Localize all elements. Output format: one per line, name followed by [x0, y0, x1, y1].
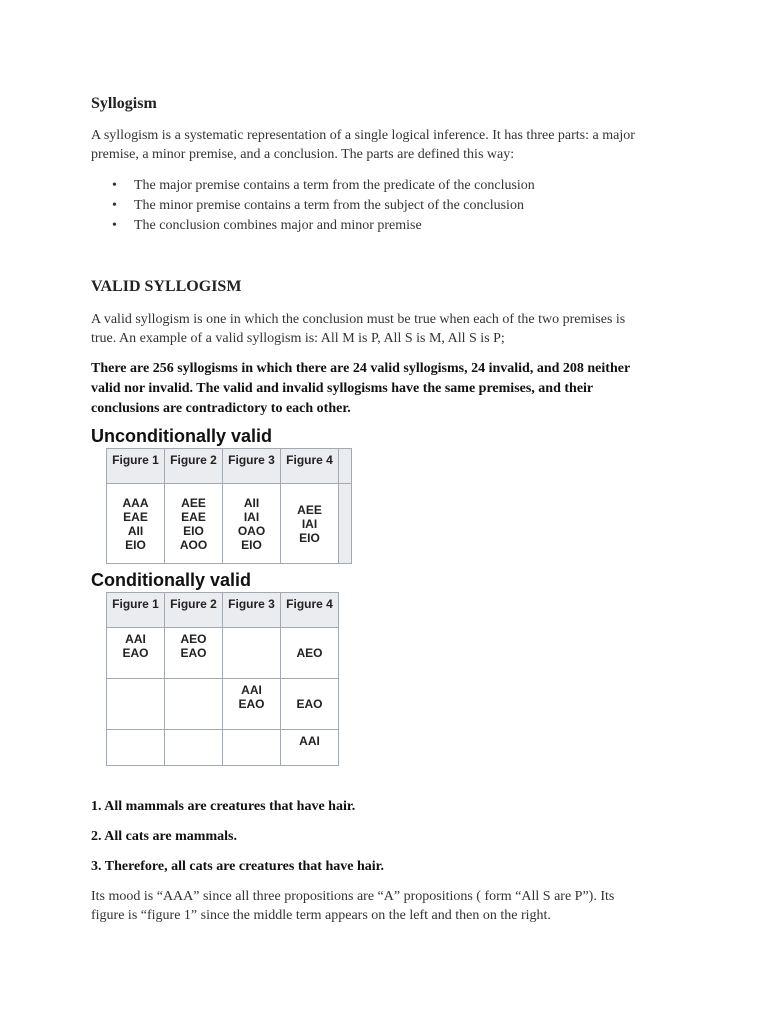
list-item: • The major premise contains a term from the predicate of the conclusion	[91, 176, 731, 196]
unconditionally-valid-heading: Unconditionally valid	[91, 426, 273, 446]
table-cell	[165, 679, 223, 730]
conditionally-valid-heading: Conditionally valid	[91, 570, 252, 590]
table-cell	[107, 730, 165, 766]
table-row	[107, 628, 339, 679]
valid-definition-line-2: true. An example of a valid syllogism is: All M is P, All S is M, All S is P;	[91, 331, 505, 346]
column-header: Figure 1	[107, 593, 165, 628]
table-header-row	[107, 449, 352, 484]
column-header: Figure 2	[165, 593, 223, 628]
column-header: Figure 4	[281, 593, 339, 628]
example-premise-1: 1. All mammals are creatures that have hair.	[91, 799, 356, 814]
table-cell: AAI EAO	[107, 628, 165, 679]
valid-syllogism-heading: VALID SYLLOGISM	[91, 278, 242, 295]
parts-list	[91, 176, 731, 236]
scrollbar-track[interactable]	[339, 484, 352, 564]
table-cell: AII IAI OAO EIO	[223, 484, 281, 564]
table-row	[107, 484, 352, 564]
syllogism-intro-line-1: A syllogism is a systematic representation of a single logical inference. It has three parts: a major	[91, 128, 635, 143]
table-cell: EAO	[281, 679, 339, 730]
table-cell	[223, 628, 281, 679]
count-line-3: conclusions are contradictory to each other.	[91, 401, 351, 416]
column-header: Figure 2	[165, 449, 223, 484]
table-cell: AAI EAO	[223, 679, 281, 730]
bullet-icon: •	[112, 218, 117, 233]
list-item: • The minor premise contains a term from the subject of the conclusion	[91, 196, 731, 216]
bullet-icon: •	[112, 198, 117, 213]
list-item: • The conclusion combines major and minor premise	[91, 216, 731, 236]
mood-line-2: figure is “figure 1” since the middle term appears on the left and then on the right.	[91, 908, 551, 923]
table-cell: AEE IAI EIO	[281, 484, 339, 564]
table-header-row	[107, 593, 339, 628]
unconditional-table	[106, 448, 352, 564]
column-header: Figure 1	[107, 449, 165, 484]
column-header: Figure 4	[281, 449, 339, 484]
mood-explanation	[91, 887, 731, 925]
table-cell: AEO	[281, 628, 339, 679]
count-line-1: There are 256 syllogisms in which there are 24 valid syllogisms, 24 invalid, and 208 neither	[91, 361, 631, 376]
mood-line-1: Its mood is “AAA” since all three propositions are “A” propositions ( form “All S are P”). Its	[91, 889, 615, 904]
table-row	[107, 730, 339, 766]
syllogism-heading: Syllogism	[91, 95, 157, 112]
table-cell	[107, 679, 165, 730]
syllogism-intro-line-2: premise, a minor premise, and a conclusion. The parts are defined this way:	[91, 147, 515, 162]
syllogism-intro	[91, 126, 731, 164]
column-header: Figure 3	[223, 449, 281, 484]
count-line-2: valid nor invalid. The valid and invalid syllogisms have the same premises, and their	[91, 381, 594, 396]
valid-definition-line-1: A valid syllogism is one in which the conclusion must be true when each of the two premises is	[91, 312, 626, 327]
table-cell: AEO EAO	[165, 628, 223, 679]
scrollbar-track[interactable]	[339, 449, 352, 484]
valid-definition	[91, 310, 731, 348]
table-cell	[165, 730, 223, 766]
table-cell	[223, 730, 281, 766]
example-premise-2: 2. All cats are mammals.	[91, 829, 237, 844]
table-cell: AEE EAE EIO AOO	[165, 484, 223, 564]
conditional-table	[106, 592, 339, 766]
example-conclusion: 3. Therefore, all cats are creatures that have hair.	[91, 859, 385, 874]
table-cell: AAI	[281, 730, 339, 766]
table-row	[107, 679, 339, 730]
column-header: Figure 3	[223, 593, 281, 628]
table-cell: AAA EAE AII EIO	[107, 484, 165, 564]
syllogism-count-paragraph	[91, 359, 731, 419]
bullet-icon: •	[112, 178, 117, 193]
